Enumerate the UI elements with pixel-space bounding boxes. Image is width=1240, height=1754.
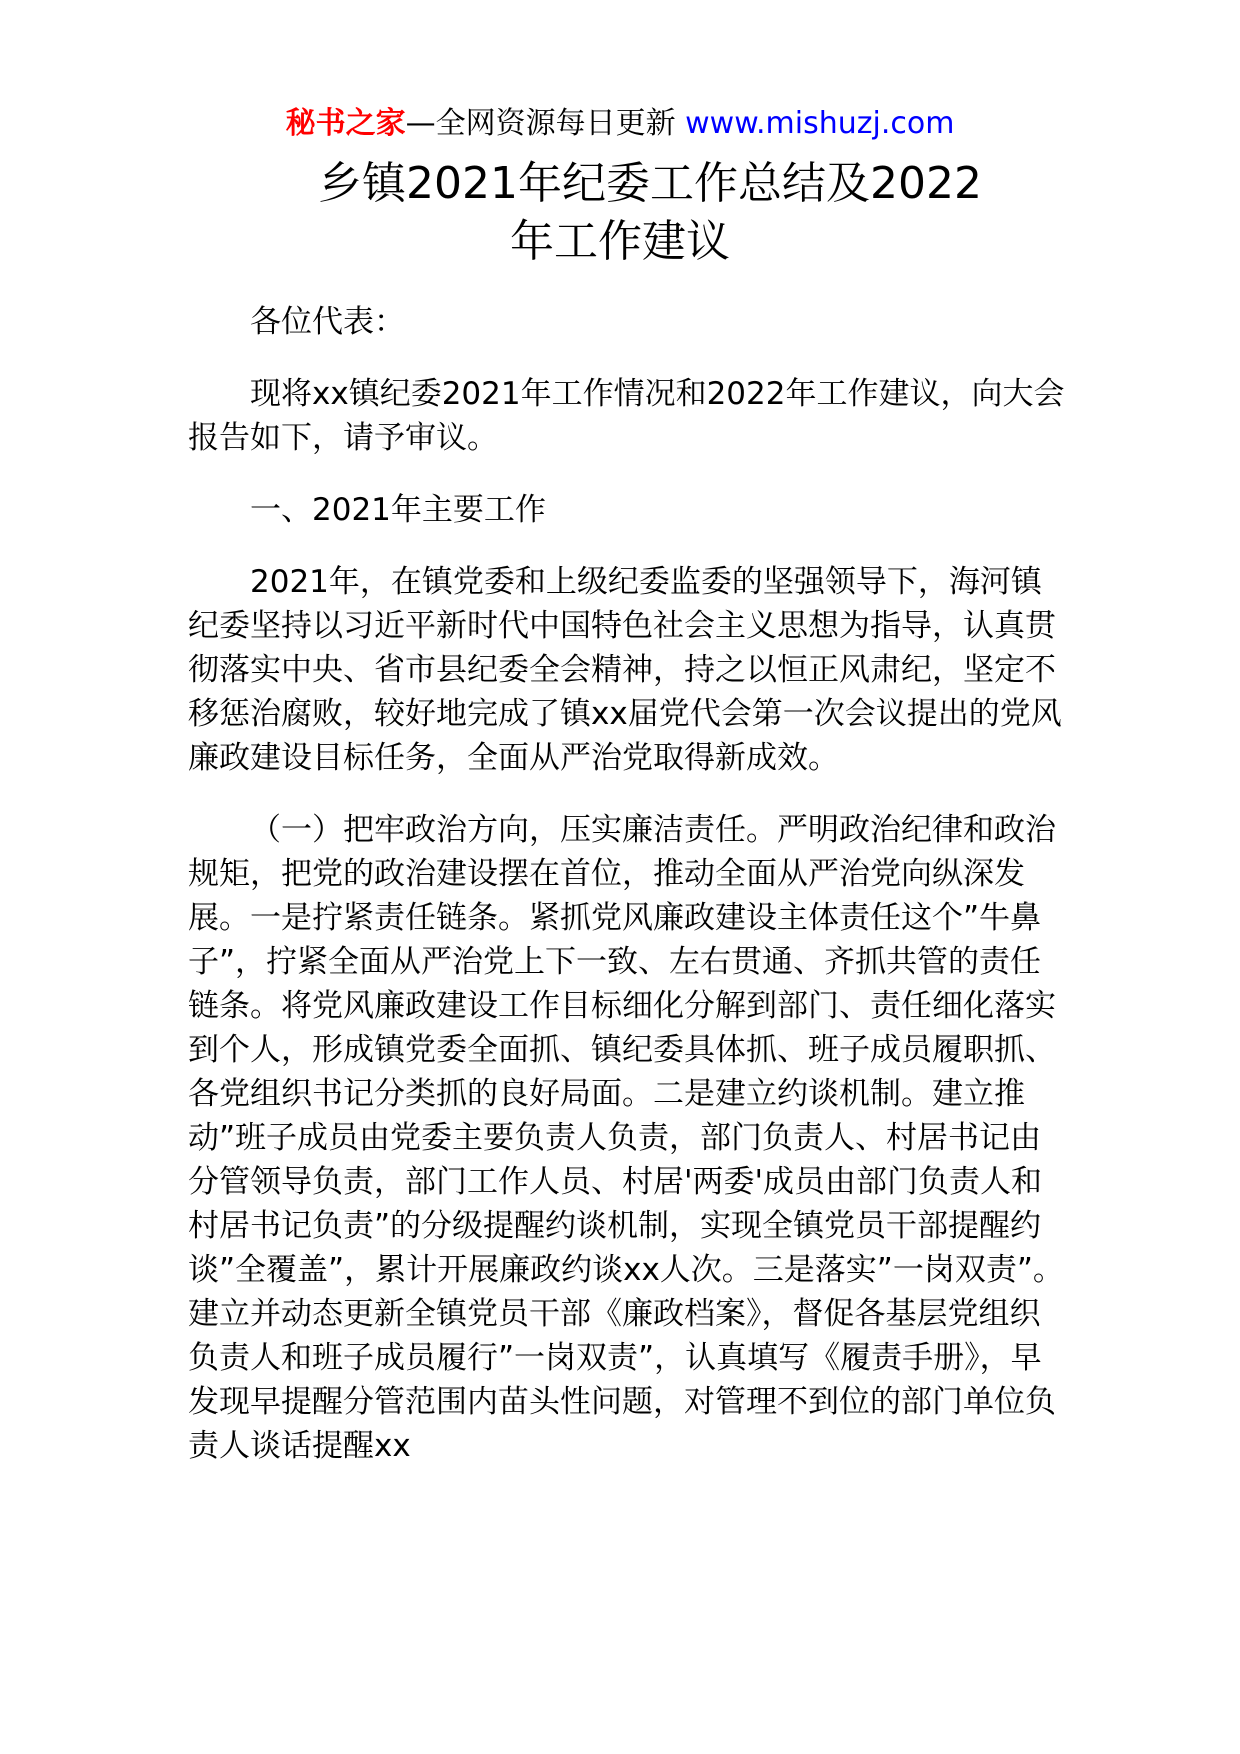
title-line-2: 年工作建议 bbox=[510, 216, 730, 267]
section-heading: 一、2021年主要工作 bbox=[250, 492, 546, 528]
site-url-link[interactable]: www.mishuzj.com bbox=[685, 106, 955, 141]
salutation: 各位代表： bbox=[250, 304, 405, 340]
document-title bbox=[0, 155, 1240, 271]
intro-paragraph: 现将xx镇纪委2021年工作情况和2022年工作建议，向大会报告如下，请予审议。 bbox=[188, 376, 1065, 456]
header-slogan: —全网资源每日更新 bbox=[405, 106, 676, 141]
summary-paragraph: 2021年，在镇党委和上级纪委监委的坚强领导下，海河镇纪委坚持以习近平新时代中国特色社会主义思想为指导，认真贯彻落实中央、省市县纪委全会精神，持之以恒正风肃纪，坚定不移惩治腐败，较好地完成了镇xx届党代会第一次会议提出的党风廉政建设目标任务，全面从严治党取得新成效。 bbox=[188, 564, 1062, 776]
document-body bbox=[188, 300, 1068, 1496]
subsection-paragraph: （一）把牢政治方向，压实廉洁责任。严明政治纪律和政治规矩，把党的政治建设摆在首位，推动全面从严治党向纵深发展。一是拧紧责任链条。紧抓党风廉政建设主体责任这个”牛鼻子”，拧紧全面从严治党上下一致、左右贯通、齐抓共管的责任链条。将党风廉政建设工作目标细化分解到部门、责任细化落实到个人，形成镇党委全面抓、镇纪委具体抓、班子成员履职抓、各党组织书记分类抓的良好局面。二是建立约谈机制。建立推动”班子成员由党委主要负责人负责，部门负责人、村居书记由分管领导负责，部门工作人员、村居'两委'成员由部门负责人和村居书记负责”的分级提醒约谈机制，实现全镇党员干部提醒约谈”全覆盖”，累计开展廉政约谈xx人次。三是落实”一岗双责”。建立并动态更新全镇党员干部《廉政档案》，督促各基层党组织负责人和班子成员履行”一岗双责”，认真填写《履责手册》，早发现早提醒分管范围内苗头性问题，对管理不到位的部门单位负责人谈话提醒xx bbox=[188, 812, 1064, 1464]
site-header bbox=[0, 104, 1240, 144]
title-line-1: 乡镇2021年纪委工作总结及2022 bbox=[318, 158, 982, 209]
brand-name: 秘书之家 bbox=[285, 106, 406, 141]
